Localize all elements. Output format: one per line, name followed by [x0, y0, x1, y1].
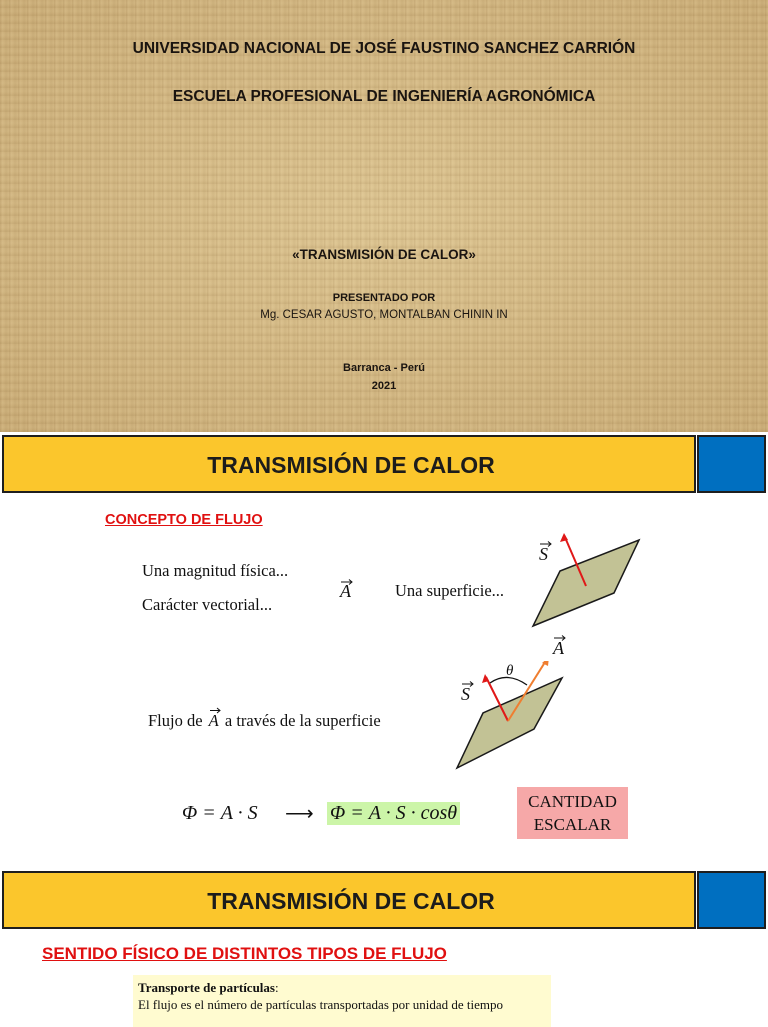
vector-arrow-icon	[461, 680, 475, 688]
vector-arrow-icon	[553, 634, 567, 642]
theta-label: θ	[506, 663, 514, 679]
header-accent-box	[697, 871, 766, 929]
vector-s-label-diagram: S	[461, 684, 470, 705]
vector-a-label-diagram: A	[553, 638, 564, 659]
university-name: UNIVERSIDAD NACIONAL DE JOSÉ FAUSTINO SANCHEZ CARRIÓN	[132, 40, 636, 57]
presentation-title: «TRANSMISIÓN DE CALOR»	[292, 247, 476, 262]
full-flux-formula: Φ = A · S · cosθ	[327, 802, 460, 825]
slide-header	[0, 871, 768, 935]
surface-plane-2	[457, 678, 562, 768]
presented-by-label: PRESENTADO POR	[332, 292, 436, 304]
note-title: Transporte de partículas	[138, 980, 275, 995]
vector-arrow-icon	[209, 707, 221, 714]
vectorial-text: Carácter vectorial...	[142, 595, 273, 614]
school-name: ESCUELA PROFESIONAL DE INGENIERÍA AGRONÓMICA	[172, 88, 596, 105]
surface-plane	[533, 540, 639, 626]
author-name: Mg. CESAR AGUSTO, MONTALBAN CHININ IN	[260, 309, 508, 321]
flux-types-heading: SENTIDO FÍSICO DE DISTINTOS TIPOS DE FLUJO	[42, 944, 447, 963]
vector-s-label-top: S	[539, 544, 548, 565]
header-bar	[2, 435, 696, 493]
basic-flux-formula: Φ = A · S	[182, 802, 258, 824]
header-bar	[2, 871, 696, 929]
flux-types-slide	[0, 868, 768, 1024]
flux-description: Flujo de A a través de la superficie	[148, 711, 381, 731]
location: Barranca - Perú	[343, 362, 425, 374]
note-body: El flujo es el número de partículas transportadas por unidad de tiempo	[138, 997, 503, 1012]
vector-arrow-icon	[340, 578, 354, 586]
vector-a-label: A	[340, 581, 351, 602]
surface-text: Una superficie...	[395, 581, 505, 600]
vector-arrow-icon	[539, 540, 553, 548]
header-accent-box	[697, 435, 766, 493]
particle-transport-note: Transporte de partículas: El flujo es el número de partículas transportadas por unidad de tiempo	[133, 975, 551, 1027]
implies-arrow: ⟶	[285, 803, 314, 825]
magnitude-text: Una magnitud física...	[142, 561, 289, 580]
concept-slide	[0, 435, 768, 865]
slide-header	[0, 435, 768, 499]
year: 2021	[371, 380, 397, 392]
concept-heading: CONCEPTO DE FLUJO	[105, 512, 263, 528]
scalar-quantity-badge: CANTIDAD ESCALAR	[517, 787, 628, 839]
slide-title: TRANSMISIÓN DE CALOR	[207, 452, 495, 478]
title-slide	[0, 0, 768, 432]
slide-title: TRANSMISIÓN DE CALOR	[207, 888, 495, 914]
vector-a-inline: A	[209, 711, 219, 731]
